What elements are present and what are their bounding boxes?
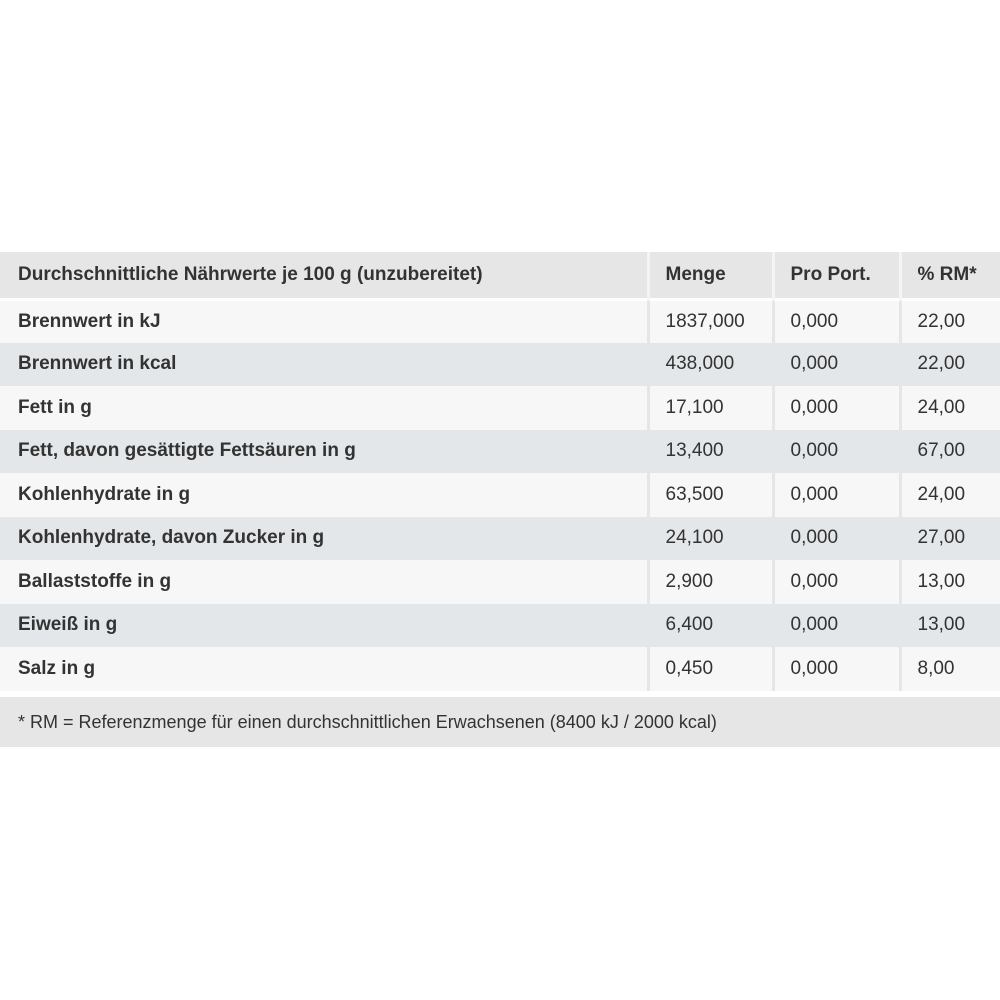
nutrient-name: Brennwert in kcal (18, 353, 177, 375)
menge-value: 13,400 (648, 430, 773, 474)
nutrient-name: Kohlenhydrate, davon Zucker in g (18, 527, 325, 549)
percent-rm-value: 13,00 (900, 560, 1000, 604)
pro-portion-value: 0,000 (773, 299, 900, 343)
menge-value: 63,500 (648, 473, 773, 517)
menge-value: 438,000 (648, 343, 773, 387)
percent-rm-value: 13,00 (900, 604, 1000, 648)
nutrient-name: Fett, davon gesättigte Fettsäuren in g (18, 440, 356, 462)
percent-rm-value: 8,00 (900, 647, 1000, 691)
table-row (0, 430, 1000, 474)
menge-value: 0,450 (648, 647, 773, 691)
table-row (0, 604, 1000, 648)
pro-portion-value: 0,000 (773, 517, 900, 561)
table-row (0, 343, 1000, 387)
nutrition-table-container (0, 252, 1000, 747)
table-body (0, 299, 1000, 691)
nutrient-name: Brennwert in kJ (0, 299, 648, 343)
pro-portion-value: 0,000 (773, 386, 900, 430)
menge-value: 2,900 (648, 560, 773, 604)
table-row (0, 299, 1000, 343)
header-row (0, 252, 1000, 299)
header-menge: Menge (648, 252, 773, 299)
percent-rm-value: 24,00 (900, 473, 1000, 517)
percent-rm-value: 67,00 (900, 430, 1000, 474)
percent-rm-value: 24,00 (900, 386, 1000, 430)
table-row (0, 647, 1000, 691)
nutrient-name: Ballaststoffe in g (18, 570, 172, 592)
table-row (0, 473, 1000, 517)
nutrient-name: Fett in g (18, 396, 92, 418)
footnote: * RM = Referenzmenge für einen durchschnittlichen Erwachsenen (8400 kJ / 2000 kcal) (0, 697, 1000, 747)
percent-rm-value: 22,00 (900, 343, 1000, 387)
nutrition-table (0, 252, 1000, 691)
menge-value: 24,100 (648, 517, 773, 561)
pro-portion-value: 0,000 (773, 430, 900, 474)
header-nutrient: Durchschnittliche Nährwerte je 100 g (unzubereitet) (18, 263, 483, 285)
menge-value: 17,100 (648, 386, 773, 430)
pro-portion-value: 0,000 (773, 604, 900, 648)
pro-portion-value: 0,000 (773, 560, 900, 604)
pro-portion-value: 0,000 (773, 647, 900, 691)
nutrient-name: Kohlenhydrate in g (18, 483, 191, 505)
percent-rm-value: 27,00 (900, 517, 1000, 561)
menge-value: 6,400 (648, 604, 773, 648)
header-pro-portion: Pro Port. (773, 252, 900, 299)
table-header (0, 252, 1000, 299)
pro-portion-value: 0,000 (773, 343, 900, 387)
percent-rm-value: 22,00 (900, 299, 1000, 343)
table-row (0, 386, 1000, 430)
menge-value: 1837,000 (648, 299, 773, 343)
header-percent-rm: % RM* (900, 252, 1000, 299)
table-row (0, 560, 1000, 604)
table-row (0, 517, 1000, 561)
nutrient-name: Salz in g (18, 657, 96, 679)
pro-portion-value: 0,000 (773, 473, 900, 517)
nutrient-name: Eiweiß in g (18, 614, 118, 636)
